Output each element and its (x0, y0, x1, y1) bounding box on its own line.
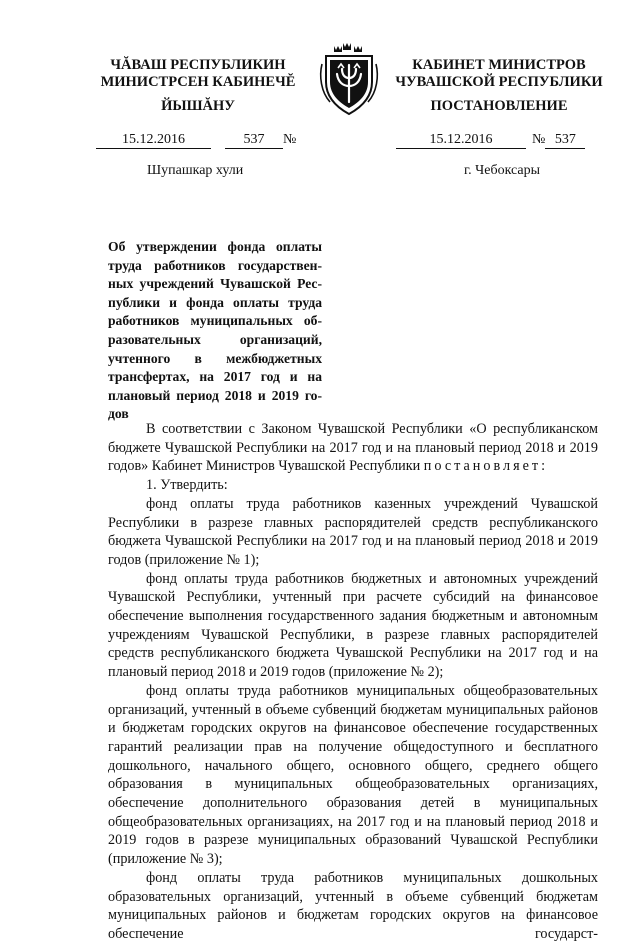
title-line: публики и фонда оплаты труда (108, 294, 322, 310)
left-title-line2: МИНИСТРСЕН КАБИНЕЧĔ (100, 74, 296, 90)
title-line: разовательных организаций, (108, 331, 322, 347)
document-body (108, 420, 598, 944)
body-paragraph-item2: фонд оплаты труда работников бюджетных и автономных учреждений Чувашской Республики, учтенный при расчете субсидий на финансовое обеспечение выполнения государственного задания бюджетным и автономным учреждениям Чувашской Республики, в разрезе главных распорядителей средств республиканского бюджета Чувашской Республики на 2017 год и на плановый период 2018 и 2019 годов (приложение № 2); (108, 570, 598, 681)
title-line: плановый период 2018 и 2019 го- (108, 387, 322, 403)
right-date: 15.12.2016 (396, 132, 526, 149)
left-authority-title (88, 57, 308, 91)
body-paragraph-item1: фонд оплаты труда работников казенных учреждений Чувашской Республики в разрезе главных распорядителей средств республиканского бюджета Чувашской Республики на 2017 год и на плановый период 2018 и 2019 годов (приложение № 1); (108, 495, 598, 568)
right-number-sign: № (532, 132, 546, 147)
body-paragraph-approve: 1. Утвердить: (146, 477, 228, 494)
title-line: учтенного в межбюджетных (108, 350, 322, 366)
right-city: г. Чебоксары (464, 163, 541, 178)
title-line: дов (108, 406, 129, 422)
body-paragraph-preamble (108, 420, 598, 476)
title-line: Об утверждении фонда оплаты (108, 239, 322, 254)
left-date-number-line (96, 132, 296, 149)
preamble-text: В соответствии с Законом Чувашской Республики «О республиканском бюджете Чувашской Республики на 2017 год и на плановый период 2018 и 2019 годов» Кабинет Министров Чувашской Республики (108, 421, 598, 475)
left-number-sign: № (283, 132, 297, 147)
right-authority-title (384, 57, 614, 91)
preamble-decree-word: постановляет: (423, 458, 549, 475)
left-number: 537 (225, 132, 283, 149)
left-city: Шупашкар хули (147, 163, 244, 178)
right-title-line2: ЧУВАШСКОЙ РЕСПУБЛИКИ (395, 74, 603, 90)
right-date-number-line (396, 132, 585, 149)
right-number: 537 (545, 132, 585, 149)
body-paragraph-item4: фонд оплаты труда работников муниципальных дошкольных образовательных организаций, учтенный в объеме субвенций бюджетам муниципальных районов и бюджетам городских округов на финансовое обеспечение государст- (108, 869, 598, 942)
left-doc-type: ЙЫШĂНУ (161, 98, 235, 114)
coat-of-arms-icon (318, 42, 380, 118)
title-line: трансфертах, на 2017 год и на (108, 369, 322, 385)
body-paragraph-item3: фонд оплаты труда работников муниципальных общеобразовательных организаций, учтенный в объеме субвенций бюджетам муниципальных районов и бюджетам городских округов на финансовое обеспечение государственных гарантий реализации прав на получение общедоступного и бесплатного дошкольного, начального общего, основного общего, среднего общего образования в муниципальных общеобразовательных организациях, обеспечение дополнительного образования детей в муниципальных общеобразовательных организациях, на 2017 год и на плановый период 2018 и 2019 годов в разрезе муниципальных образований Чувашской Республики (приложение № 3); (108, 682, 598, 868)
document-title (108, 238, 322, 424)
right-title-line1: КАБИНЕТ МИНИСТРОВ (412, 57, 586, 73)
title-line: труда работников государствен- (108, 257, 322, 273)
left-title-line1: ЧĂВАШ РЕСПУБЛИКИН (110, 57, 286, 73)
title-line: ных учреждений Чувашской Рес- (108, 276, 322, 292)
title-line: работников муниципальных об- (108, 313, 322, 329)
right-doc-type: ПОСТАНОВЛЕНИЕ (430, 98, 568, 114)
left-date: 15.12.2016 (96, 132, 211, 149)
